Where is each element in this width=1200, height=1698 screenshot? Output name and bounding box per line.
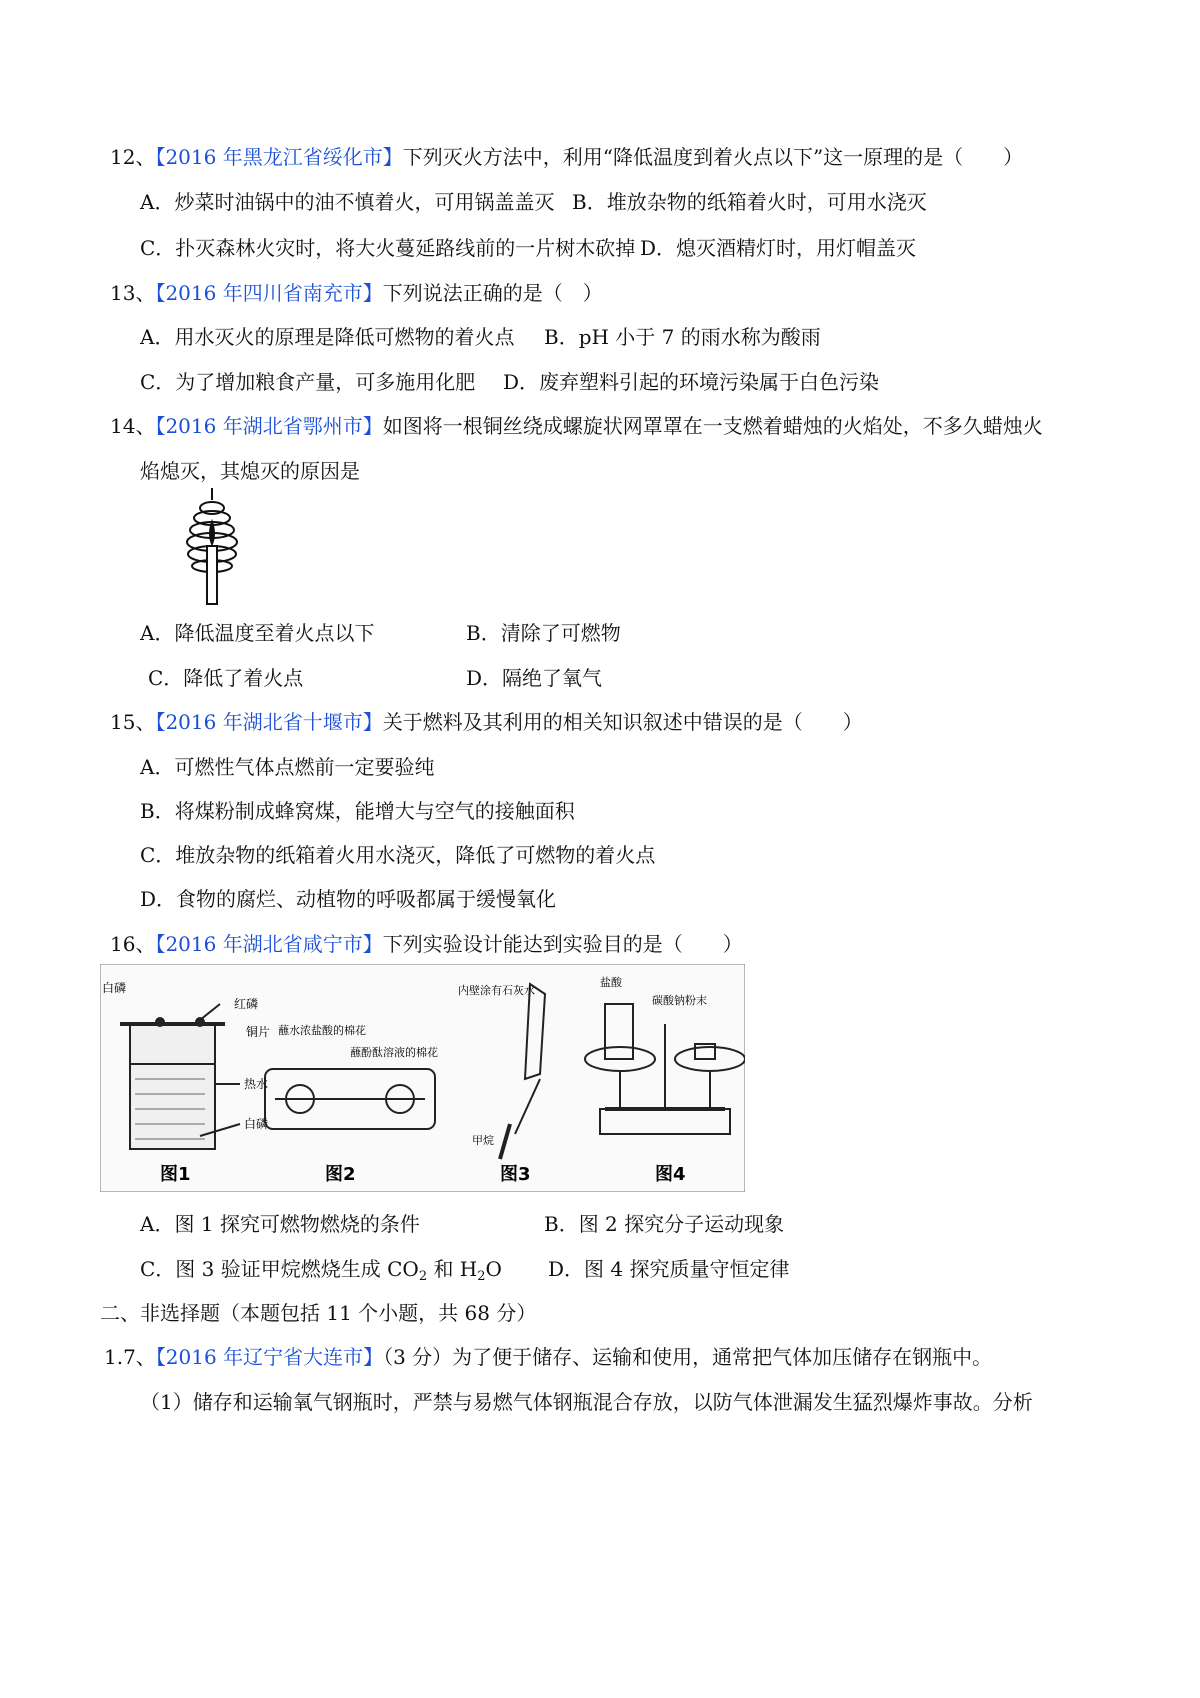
label-copper-sheet: 铜片 — [246, 1025, 271, 1039]
section-heading: 二、非选择题（本题包括 11 个小题，共 68 分） — [100, 1301, 537, 1325]
figure-2-label: 图2 — [325, 1164, 356, 1185]
subscript: 2 — [418, 1269, 428, 1284]
q16-option-c-text: 和 H — [427, 1257, 478, 1281]
question-number: 12、 — [110, 145, 156, 169]
question-stem: 下列灭火方法中，利用“降低温度到着火点以下”这一原理的是（ ） — [402, 145, 1024, 169]
question-number: 15、 — [110, 710, 156, 734]
q16-option-c — [140, 1253, 502, 1284]
question-source: 【2016 年湖北省十堰市】 — [155, 710, 383, 734]
q14-option-b: B．清除了可燃物 — [466, 621, 621, 645]
question-16-heading — [110, 928, 743, 957]
question-stem: （3 分）为了便于储存、运输和使用，通常把气体加压储存在钢瓶中。 — [383, 1345, 993, 1369]
question-stem: 下列说法正确的是（ ） — [382, 281, 603, 305]
question-stem: 如图将一根铜丝绕成螺旋状网罩罩在一支燃着蜡烛的火焰处，不多久蜡烛火 — [382, 414, 1043, 438]
question-number: 1.7、 — [104, 1345, 156, 1369]
label-red-phosphorus: 红磷 — [234, 997, 259, 1011]
question-17-part-1: （1）储存和运输氧气钢瓶时，严禁与易燃气体钢瓶混合存放，以防气体泄漏发生猛烈爆炸事故。分析 — [140, 1390, 1033, 1414]
question-stem: 关于燃料及其利用的相关知识叙述中错误的是（ ） — [382, 710, 863, 734]
question-14-stem-cont: 焰熄灭，其熄灭的原因是 — [140, 459, 360, 483]
question-source: 【2016 年四川省南充市】 — [155, 281, 383, 305]
q16-option-c-text: O — [485, 1257, 502, 1281]
q12-option-a: A．炒菜时油锅中的油不慎着火，可用锅盖盖灭 — [140, 190, 555, 214]
q13-option-d: D．废弃塑料引起的环境污染属于白色污染 — [503, 370, 880, 394]
label-sodium-carbonate: 碳酸钠粉末 — [652, 994, 707, 1007]
q14-option-d: D．隔绝了氧气 — [466, 666, 603, 690]
q12-option-b: B．堆放杂物的纸箱着火时，可用水浇灭 — [572, 190, 927, 214]
question-12-heading — [110, 141, 1023, 170]
q16-option-b: B．图 2 探究分子运动现象 — [544, 1212, 785, 1236]
q15-option-d: D．食物的腐烂、动植物的呼吸都属于缓慢氧化 — [140, 887, 557, 911]
candle-copper-coil-figure — [178, 486, 248, 608]
figure-4-label: 图4 — [655, 1164, 686, 1185]
figure-3-label: 图3 — [500, 1164, 531, 1185]
q16-option-a: A．图 1 探究可燃物燃烧的条件 — [140, 1212, 420, 1236]
question-stem: 下列实验设计能达到实验目的是（ ） — [382, 932, 743, 956]
label-cotton-hcl: 蘸水浓盐酸的棉花 — [278, 1024, 366, 1037]
q12-option-c: C．扑灭森林火灾时，将大火蔓延路线前的一片树木砍掉 — [140, 236, 636, 260]
q13-option-c: C．为了增加粮食产量，可多施用化肥 — [140, 370, 476, 394]
figure-1-label: 图1 — [160, 1164, 191, 1185]
question-number: 13、 — [110, 281, 156, 305]
q12-option-d: D．熄灭酒精灯时，用灯帽盖灭 — [640, 236, 917, 260]
q13-option-a: A．用水灭火的原理是降低可燃物的着火点 — [140, 325, 515, 349]
label-white-phosphorus-1: 白磷 — [102, 981, 127, 995]
question-17-heading — [104, 1341, 992, 1370]
label-limewater-wall: 内壁涂有石灰水 — [458, 984, 535, 997]
q14-option-a: A．降低温度至着火点以下 — [140, 621, 375, 645]
q14-option-c: C．降低了着火点 — [148, 666, 304, 690]
q16-option-c-text: C．图 3 验证甲烷燃烧生成 CO — [140, 1257, 419, 1281]
label-cotton-phenolphthalein: 蘸酚酞溶液的棉花 — [350, 1046, 438, 1059]
question-15-heading — [110, 706, 863, 735]
label-hydrochloric-acid: 盐酸 — [600, 976, 622, 989]
q15-option-c: C．堆放杂物的纸箱着火用水浇灭，降低了可燃物的着火点 — [140, 843, 656, 867]
question-source: 【2016 年湖北省咸宁市】 — [155, 932, 383, 956]
question-source: 【2016 年湖北省鄂州市】 — [155, 414, 383, 438]
question-number: 16、 — [110, 932, 156, 956]
question-source: 【2016 年黑龙江省绥化市】 — [155, 145, 403, 169]
q16-option-d: D．图 4 探究质量守恒定律 — [548, 1257, 790, 1281]
subscript: 2 — [477, 1269, 486, 1284]
q15-option-b: B．将煤粉制成蜂窝煤，能增大与空气的接触面积 — [140, 799, 575, 823]
label-hot-water: 热水 — [244, 1077, 269, 1091]
question-14-heading — [110, 410, 1043, 439]
question-source: 【2016 年辽宁省大连市】 — [155, 1345, 384, 1369]
label-methane: 甲烷 — [472, 1134, 494, 1147]
q13-option-b: B．pH 小于 7 的雨水称为酸雨 — [544, 325, 821, 349]
question-number: 14、 — [110, 414, 156, 438]
label-white-phosphorus-2: 白磷 — [244, 1117, 269, 1131]
q15-option-a: A．可燃性气体点燃前一定要验纯 — [140, 755, 435, 779]
question-13-heading — [110, 277, 603, 306]
experiment-figures — [100, 964, 745, 1192]
